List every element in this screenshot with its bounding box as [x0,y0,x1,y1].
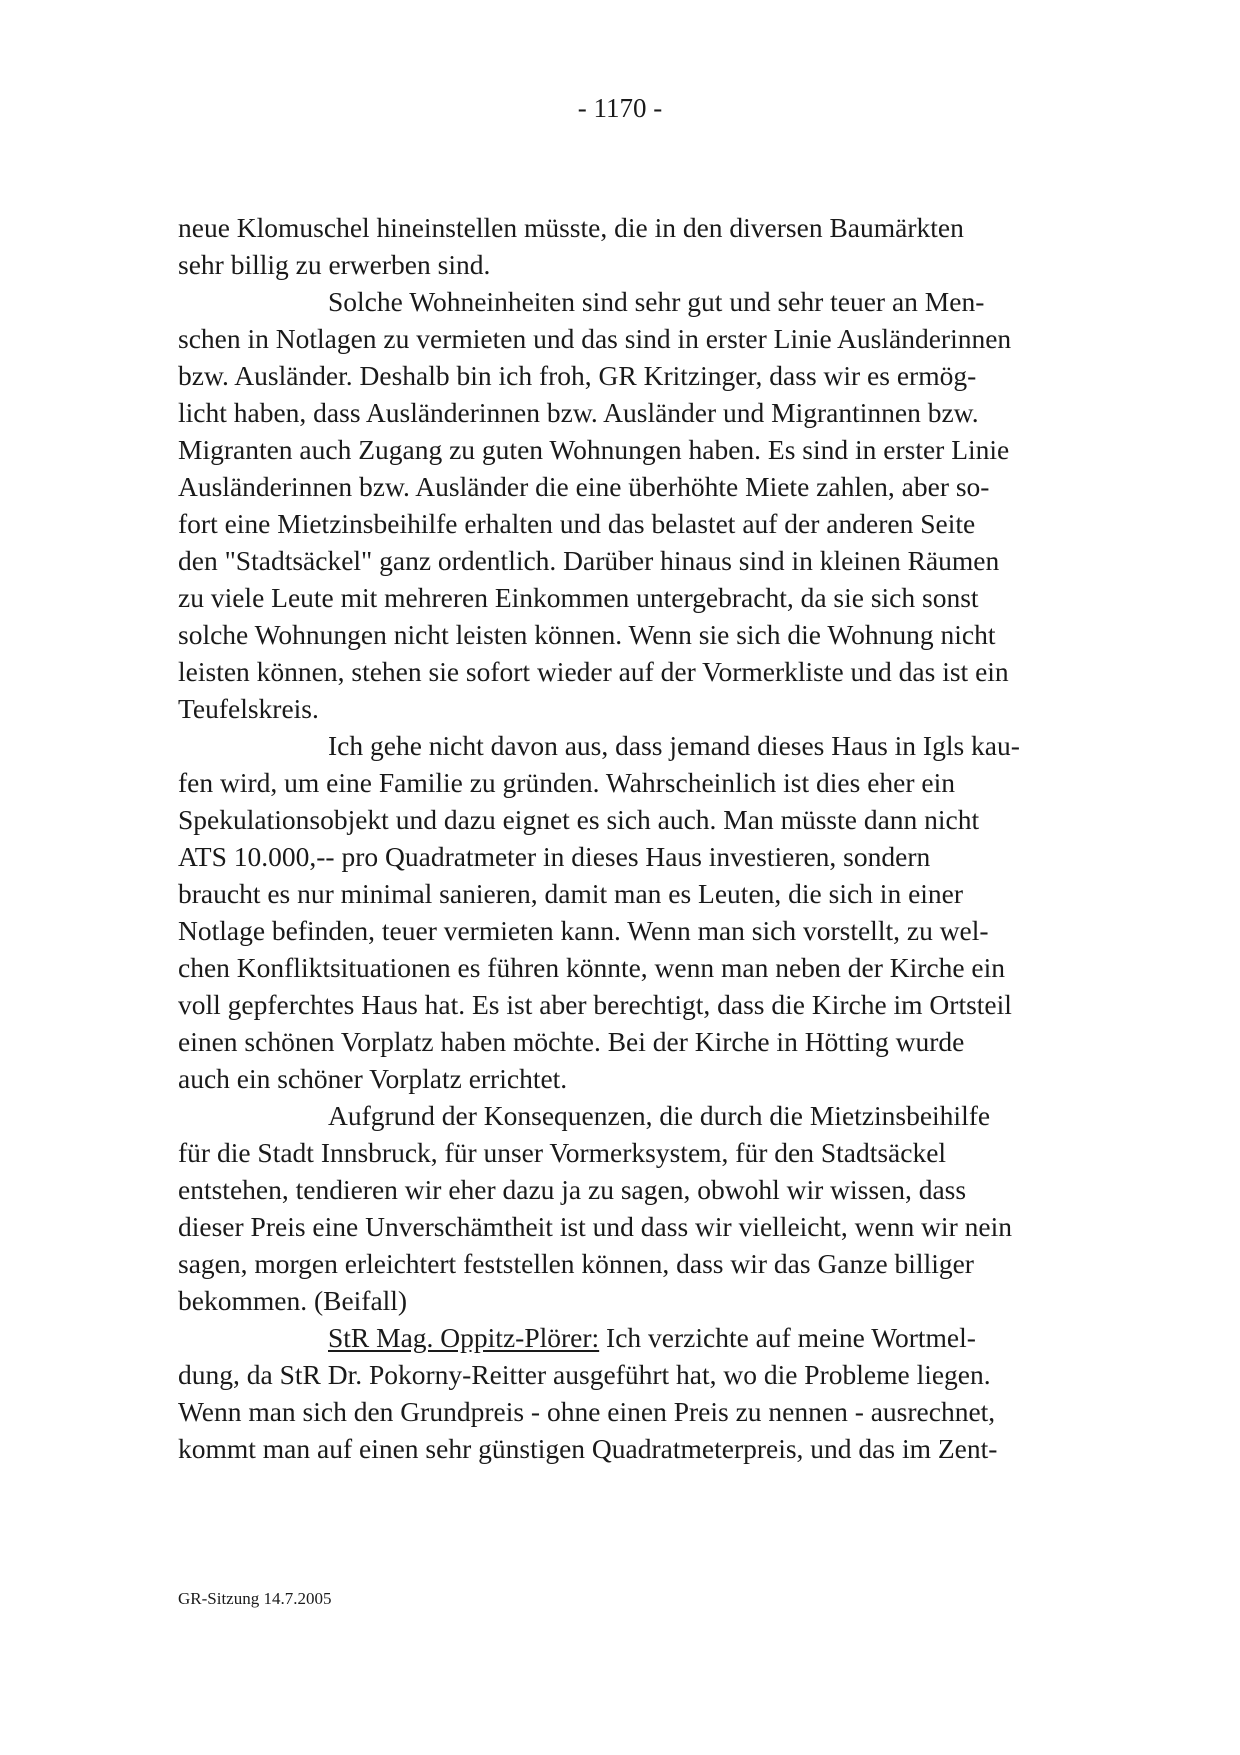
text-line: für die Stadt Innsbruck, für unser Vormerksystem, für den Stadtsäckel [178,1137,947,1168]
paragraph-start-line: Ich gehe nicht davon aus, dass jemand dieses Haus in Igls kau- [328,730,1020,761]
text-line: leisten können, stehen sie sofort wieder auf der Vormerkliste und das ist ein [178,656,1009,687]
text-line: zu viele Leute mit mehreren Einkommen untergebracht, da sie sich sonst [178,582,979,613]
text-line: dung, da StR Dr. Pokorny-Reitter ausgeführt hat, wo die Probleme liegen. [178,1359,991,1390]
text-line: einen schönen Vorplatz haben möchte. Bei der Kirche in Hötting wurde [178,1026,965,1057]
text-line: solche Wohnungen nicht leisten können. Wenn sie sich die Wohnung nicht [178,619,996,650]
text-line: chen Konfliktsituationen es führen könnte, wenn man neben der Kirche ein [178,952,1006,983]
text-line: kommt man auf einen sehr günstigen Quadratmeterpreis, und das im Zent- [178,1433,998,1464]
page-number: - 1170 - [577,93,663,123]
text-line: fen wird, um eine Familie zu gründen. Wahrscheinlich ist dies eher ein [178,767,955,798]
text-line: sagen, morgen erleichtert feststellen können, dass wir das Ganze billiger [178,1248,974,1279]
text-line: fort eine Mietzinsbeihilfe erhalten und das belastet auf der anderen Seite [178,508,976,539]
speaker-name: StR Mag. Oppitz-Plörer: [328,1322,600,1353]
text-line: Migranten auch Zugang zu guten Wohnungen haben. Es sind in erster Linie [178,434,1010,465]
text-line: auch ein schöner Vorplatz errichtet. [178,1063,568,1094]
footer-session-date: GR-Sitzung 14.7.2005 [178,1589,332,1608]
text-line: bekommen. (Beifall) [178,1285,408,1316]
paragraph-start-line: Solche Wohneinheiten sind sehr gut und sehr teuer an Men- [328,286,985,317]
text-line: neue Klomuschel hineinstellen müsste, die in den diversen Baumärkten [178,212,964,243]
text-line: dieser Preis eine Unverschämtheit ist und dass wir vielleicht, wenn wir nein [178,1211,1012,1242]
text-line: licht haben, dass Ausländerinnen bzw. Ausländer und Migrantinnen bzw. [178,397,979,428]
text-line: braucht es nur minimal sanieren, damit man es Leuten, die sich in einer [178,878,964,909]
text-line: Spekulationsobjekt und dazu eignet es sich auch. Man müsste dann nicht [178,804,980,835]
speaker-text: Ich verzichte auf meine Wortmel- [599,1322,976,1353]
text-line: Notlage befinden, teuer vermieten kann. Wenn man sich vorstellt, zu wel- [178,915,989,946]
text-line: ATS 10.000,-- pro Quadratmeter in dieses Haus investieren, sondern [178,841,931,872]
document-body [178,209,1078,1467]
paragraph-start-line: Aufgrund der Konsequenzen, die durch die Mietzinsbeihilfe [328,1100,991,1131]
text-line: Teufelskreis. [178,693,319,724]
text-line: schen in Notlagen zu vermieten und das sind in erster Linie Ausländerinnen [178,323,1012,354]
text-line: voll gepferchtes Haus hat. Es ist aber berechtigt, dass die Kirche im Ortsteil [178,989,1012,1020]
text-line: bzw. Ausländer. Deshalb bin ich froh, GR Kritzinger, dass wir es ermög- [178,360,977,391]
text-line: Wenn man sich den Grundpreis - ohne einen Preis zu nennen - ausrechnet, [178,1396,996,1427]
text-line: sehr billig zu erwerben sind. [178,249,491,280]
text-line: Ausländerinnen bzw. Ausländer die eine überhöhte Miete zahlen, aber so- [178,471,990,502]
text-line: den "Stadtsäckel" ganz ordentlich. Darüber hinaus sind in kleinen Räumen [178,545,1000,576]
text-line: entstehen, tendieren wir eher dazu ja zu sagen, obwohl wir wissen, dass [178,1174,967,1205]
speaker-paragraph-start [178,1319,1078,1356]
